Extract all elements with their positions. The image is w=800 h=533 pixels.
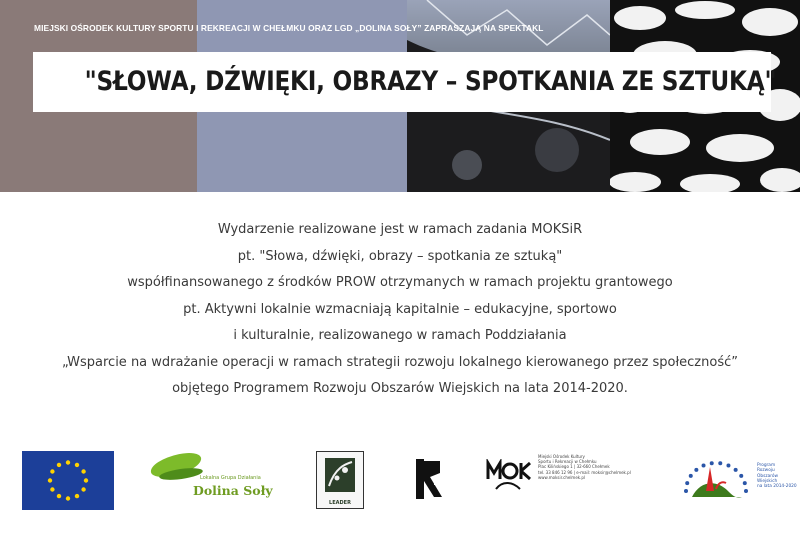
event-title: "SŁOWA, DŹWIĘKI, OBRAZY – SPOTKANIA ZE SZTUKĄ" (84, 66, 777, 97)
prow-star (744, 489, 748, 493)
contact-line: Plac Kilińskiego 1 | 32-660 Chełmek (538, 464, 610, 470)
eu-star (84, 478, 88, 482)
prow-star (702, 464, 706, 468)
prow-text-line: Wiejskich (757, 478, 778, 484)
description-line: objętego Programem Rozwoju Obszarów Wiejskich na lata 2014-2020. (172, 381, 628, 396)
prow-text-line: Program (757, 463, 776, 468)
eu-star (66, 460, 70, 464)
organizer-headline: MIEJSKI OŚRODEK KULTURY SPORTU I REKREACJI W CHEŁMKU ORAZ LGD „DOLINA SOŁY” ZAPRASZAJĄ NA SPEKTAKL (34, 23, 544, 33)
prow-star (685, 481, 689, 485)
description-line: i kulturalnie, realizowanego w ramach Poddziałania (233, 328, 567, 343)
eu-flag-icon (22, 451, 114, 510)
eu-star (81, 487, 85, 491)
header-banner (0, 0, 800, 192)
prow-star (726, 464, 730, 468)
description-line: „Wsparcie na wdrażanie operacji w ramach strategii rozwoju lokalnego kierowanego przez społeczność” (62, 354, 738, 370)
description-line: Wydarzenie realizowane jest w ramach zadania MOKSiR (217, 222, 583, 237)
dolina-soly-line1: Lokalna Grupa Działania (200, 475, 261, 481)
eu-star (75, 494, 79, 498)
sponsor-logos (0, 445, 800, 525)
eu-star (50, 487, 54, 491)
eu-star (66, 496, 70, 500)
prow-star (718, 461, 722, 465)
prow-text (757, 463, 797, 489)
leader-label: LEADER (329, 500, 351, 506)
dolina-soly-logo (145, 455, 275, 510)
prow-logo (676, 451, 756, 511)
moksir-mark-logo (410, 455, 450, 503)
prow-star (689, 474, 693, 478)
description-block (0, 217, 800, 403)
title-box (33, 52, 777, 112)
eu-star (57, 494, 61, 498)
prow-star (739, 474, 743, 478)
mok-logo (486, 459, 532, 493)
eu-star (48, 478, 52, 482)
prow-star (743, 481, 747, 485)
contact-line: tel. 33 846 12 96 | e-mail: moksir@chelmek.pl (538, 469, 631, 475)
dolina-soly-line2: Dolina Soły (193, 483, 273, 498)
eu-star (57, 463, 61, 467)
description-line: współfinansowanego z środków PROW otrzymanych w ramach projektu grantowego (127, 275, 673, 290)
prow-text-line: Rozwoju (757, 468, 775, 474)
prow-text-line: Obszarów (757, 473, 779, 479)
description-line: pt. Aktywni lokalnie wzmacniają kapitalnie – edukacyjne, sportowo (183, 301, 617, 317)
eu-star (50, 469, 54, 473)
moksir-contact-info (538, 454, 648, 480)
prow-star (684, 489, 688, 493)
prow-star (734, 468, 738, 472)
leader-logo (316, 451, 364, 509)
description-line: pt. "Słowa, dźwięki, obrazy – spotkania ze sztuką" (237, 248, 563, 264)
prow-star (694, 468, 698, 472)
contact-line: Sportu i Rekreacji w Chełmku (538, 459, 597, 465)
contact-line: www.moksir.chelmek.pl (538, 474, 586, 480)
eu-star (81, 469, 85, 473)
eu-star (75, 463, 79, 467)
prow-star (710, 461, 714, 465)
contact-line: Miejski Ośrodek Kultury (538, 454, 585, 459)
prow-text-line: na lata 2014-2020 (757, 484, 797, 490)
